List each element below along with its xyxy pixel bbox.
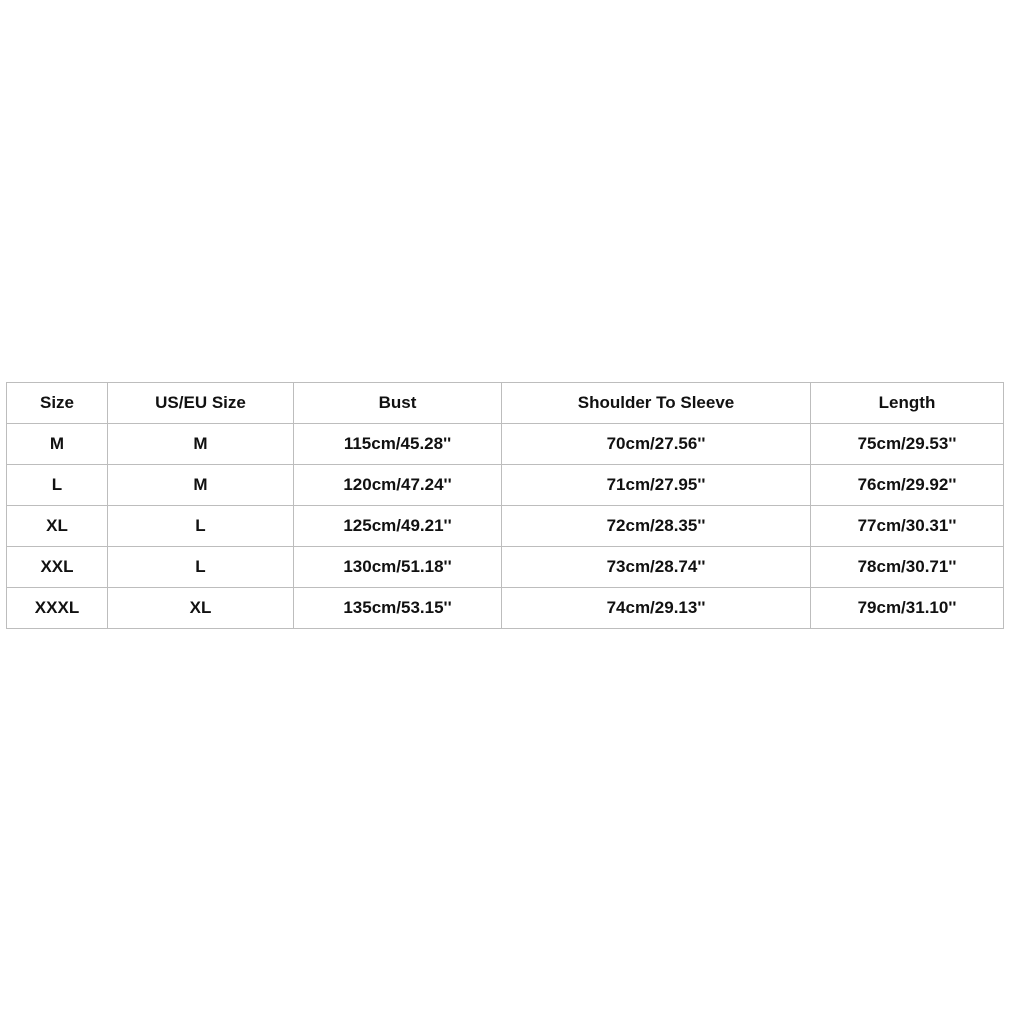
cell-us-eu-size: L: [108, 547, 294, 588]
table-row: [7, 588, 1004, 629]
cell-size: XXXL: [7, 588, 108, 629]
cell-size: XL: [7, 506, 108, 547]
cell-size: XXL: [7, 547, 108, 588]
cell-size: M: [7, 424, 108, 465]
header-size: Size: [7, 383, 108, 424]
cell-length: 77cm/30.31'': [811, 506, 1004, 547]
cell-bust: 115cm/45.28'': [294, 424, 502, 465]
cell-length: 75cm/29.53'': [811, 424, 1004, 465]
header-row: [7, 383, 1004, 424]
cell-us-eu-size: L: [108, 506, 294, 547]
cell-length: 76cm/29.92'': [811, 465, 1004, 506]
table-body: [7, 424, 1004, 629]
cell-length: 78cm/30.71'': [811, 547, 1004, 588]
table-row: [7, 424, 1004, 465]
cell-us-eu-size: M: [108, 465, 294, 506]
header-length: Length: [811, 383, 1004, 424]
cell-bust: 135cm/53.15'': [294, 588, 502, 629]
table-row: [7, 465, 1004, 506]
cell-bust: 120cm/47.24'': [294, 465, 502, 506]
header-bust: Bust: [294, 383, 502, 424]
size-chart-table: [6, 382, 1004, 629]
cell-shoulder-to-sleeve: 73cm/28.74'': [502, 547, 811, 588]
table-row: [7, 547, 1004, 588]
cell-bust: 130cm/51.18'': [294, 547, 502, 588]
header-us-eu-size: US/EU Size: [108, 383, 294, 424]
table-header: [7, 383, 1004, 424]
cell-length: 79cm/31.10'': [811, 588, 1004, 629]
cell-us-eu-size: M: [108, 424, 294, 465]
cell-shoulder-to-sleeve: 74cm/29.13'': [502, 588, 811, 629]
table-row: [7, 506, 1004, 547]
cell-bust: 125cm/49.21'': [294, 506, 502, 547]
header-shoulder-to-sleeve: Shoulder To Sleeve: [502, 383, 811, 424]
cell-shoulder-to-sleeve: 72cm/28.35'': [502, 506, 811, 547]
cell-us-eu-size: XL: [108, 588, 294, 629]
cell-size: L: [7, 465, 108, 506]
cell-shoulder-to-sleeve: 71cm/27.95'': [502, 465, 811, 506]
cell-shoulder-to-sleeve: 70cm/27.56'': [502, 424, 811, 465]
